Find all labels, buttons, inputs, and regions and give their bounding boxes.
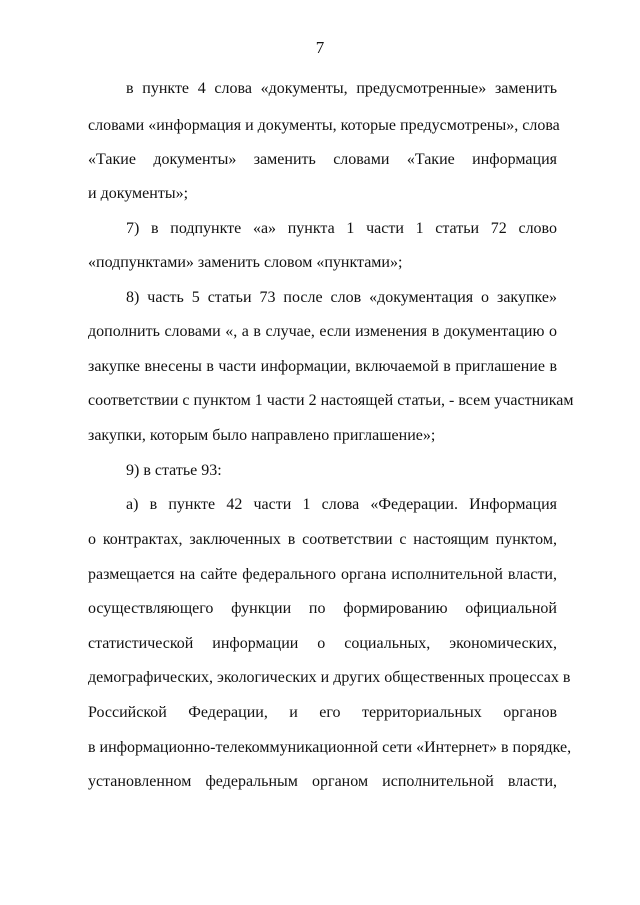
text-line: и документы»; bbox=[88, 185, 189, 202]
text-line: 8) часть 5 статьи 73 после слов «документация о закупке» bbox=[126, 289, 557, 306]
text-line: «подпунктами» заменить словом «пунктами»; bbox=[88, 254, 403, 271]
text-line: о контрактах, заключенных в соответствии с настоящим пунктом, bbox=[88, 531, 557, 548]
text-line: размещается на сайте федерального органа исполнительной власти, bbox=[88, 566, 557, 583]
page-number: 7 bbox=[315, 38, 325, 57]
text-line: соответствии с пунктом 1 части 2 настоящей статьи, - всем участникам bbox=[88, 392, 574, 409]
text-line: в пункте 4 слова «документы, предусмотренные» заменить bbox=[126, 80, 557, 97]
text-line: осуществляющего функции по формированию официальной bbox=[88, 600, 557, 617]
text-line: 9) в статье 93: bbox=[126, 462, 222, 479]
text-line: в информационно-телекоммуникационной сети «Интернет» в порядке, bbox=[88, 739, 572, 756]
text-line: словами «информация и документы, которые предусмотрены», слова bbox=[88, 117, 560, 134]
text-line: дополнить словами «, а в случае, если изменения в документацию о bbox=[88, 323, 557, 340]
text-line: 7) в подпункте «а» пункта 1 части 1 статьи 72 слово bbox=[126, 220, 557, 237]
text-line: установленном федеральным органом исполнительной власти, bbox=[88, 773, 557, 790]
text-line: закупке внесены в части информации, включаемой в приглашение в bbox=[88, 358, 557, 375]
text-line: закупки, которым было направлено приглашение»; bbox=[88, 427, 436, 444]
text-line: Российской Федерации, и его территориальных органов bbox=[88, 704, 557, 721]
text-line: «Такие документы» заменить словами «Такие информация bbox=[88, 151, 557, 168]
text-line: а) в пункте 42 части 1 слова «Федерации. Информация bbox=[126, 496, 557, 513]
text-line: статистической информации о социальных, экономических, bbox=[88, 635, 557, 652]
text-line: демографических, экологических и других общественных процессах в bbox=[88, 669, 571, 686]
